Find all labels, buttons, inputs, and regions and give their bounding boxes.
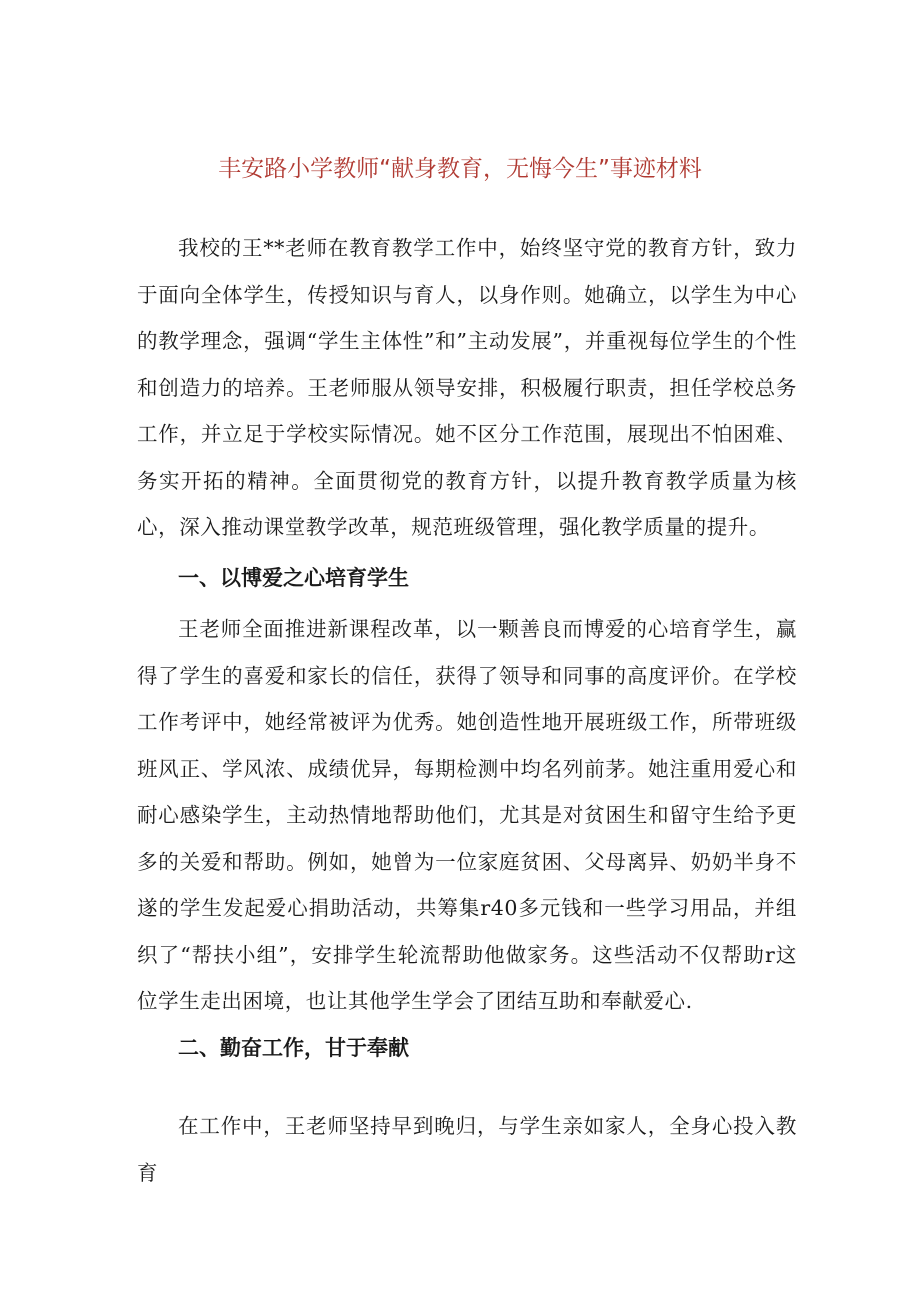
section-heading-1: 一、以博爱之心培育学生 [178,566,409,590]
section-heading-2: 二、勤奋工作，甘于奉献 [178,1036,409,1060]
intro-paragraph: 我校的王**老师在教育教学工作中，始终坚守党的教育方针，致力于面向全体学生，传授知识与育人，以身作则。她确立，以学生为中心的教学理念，强调“学生主体性”和”主动发展”，并重视每位学生的个性和创造力的培养。王老师服从领导安排，积极履行职责，担任学校总务工作，并立足于学校实际情况。她不区分工作范围，展现出不怕困难、务实开拓的精神。全面贯彻党的教育方针，以提升教育教学质量为核心，深入推动课堂教学改革，规范班级管理，强化教学质量的提升。 [137,236,797,539]
section-paragraph-1: 王老师全面推进新课程改革，以一颗善良而博爱的心培育学生，赢得了学生的喜爱和家长的信任，获得了领导和同事的高度评价。在学校工作考评中，她经常被评为优秀。她创造性地开展班级工作，所带班级班风正、学风浓、成绩优异，每期检测中均名列前茅。她注重用爱心和耐心感染学生，主动热情地帮助他们，尤其是对贫困生和留守生给予更多的关爱和帮助。例如，她曾为一位家庭贫困、父母离异、奶奶半身不遂的学生发起爱心捐助活动，共筹集r40多元钱和一些学习用品，并组织了“帮扶小组”，安排学生轮流帮助他做家务。这些活动不仅帮助r这位学生走出困境，也让其他学生学会了团结互助和奉献爱心. [137,617,797,1013]
document-title: 丰安路小学教师“献身教育，无悔今生”事迹材料 [218,156,702,182]
section-paragraph-2: 在工作中，王老师坚持早到晚归，与学生亲如家人，全身心投入教育 [137,1114,797,1185]
